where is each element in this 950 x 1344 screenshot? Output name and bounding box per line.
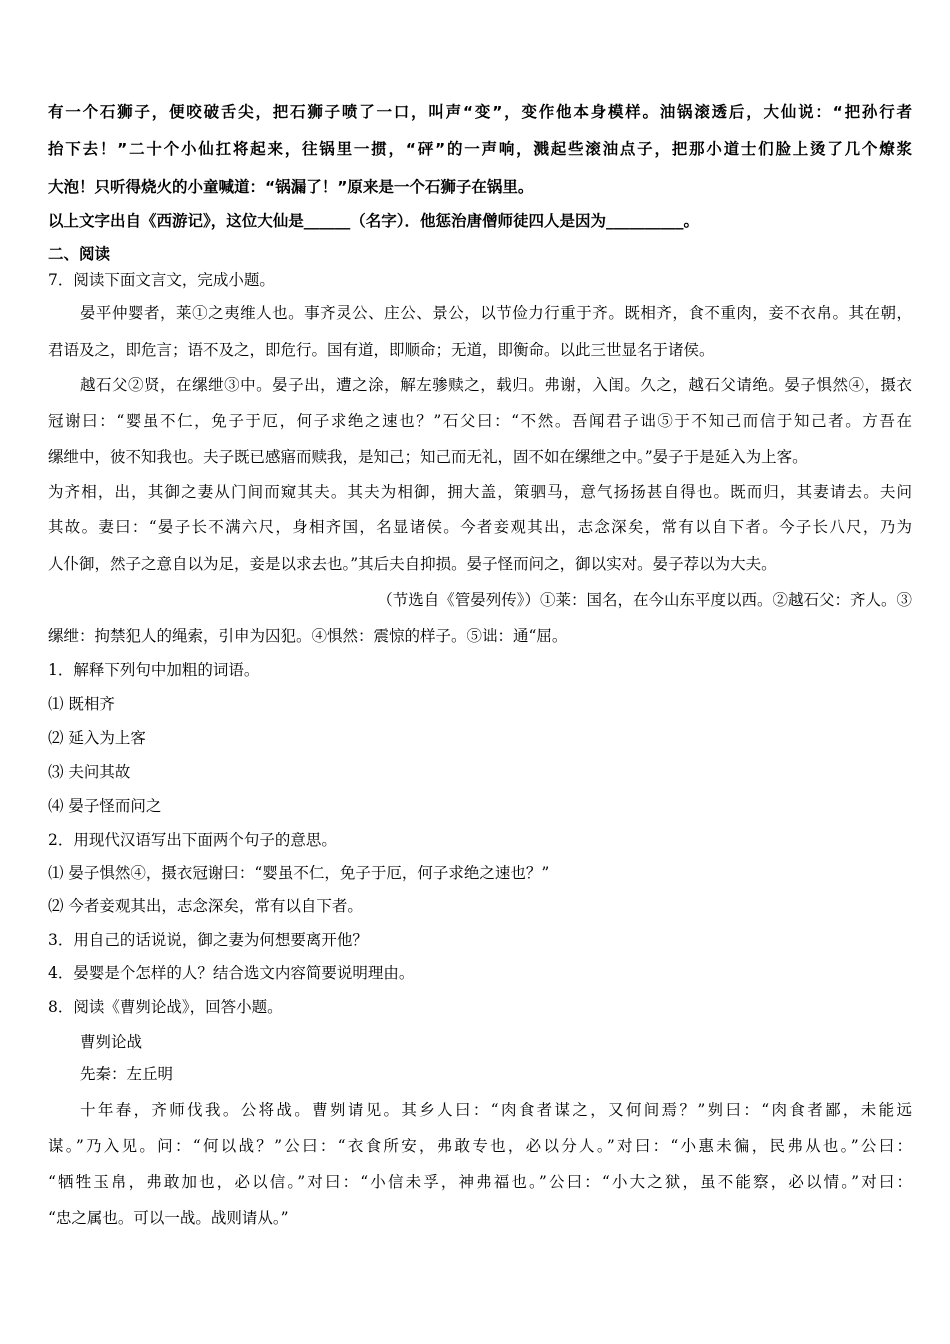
passage-line: 君语及之，即危言；语不及之，即危行。国有道，即顺命；无道，即衡命。以此三世显名于诸侯。 [48,341,715,359]
passage-line: “牺牲玉帛，弗敢加也，必以信。”对曰：“小信未孚，神弗福也。”公曰：“小大之狱，虽不能察，必以情。”对曰： [48,1173,912,1191]
question-item: 4．晏婴是个怎样的人？结合选文内容简要说明理由。 [48,964,415,982]
source-note: （节选自《管晏列传》）①莱：国名，在今山东平度以西。②越石父：齐人。③ [377,591,912,609]
source-note: 缧绁：拘禁犯人的绳索，引申为囚犯。④惧然：震惊的样子。⑤诎：通“屈。 [48,627,568,645]
section-title: 二、阅读 [48,245,111,263]
passage-line: 越石父②贤，在缧绁③中。晏子出，遭之涂，解左骖赎之，载归。弗谢，入闺。久之，越石父请绝。晏子惧然④，摄衣 [80,376,912,394]
intro-line: 大泡！只听得烧火的小童喊道：“锅漏了！”原来是一个石狮子在锅里。 [48,178,534,196]
question-item: ⑶ 夫问其故 [48,763,131,781]
intro-line: 抬下去！”二十个小仙扛将起来，往锅里一掼，“砰”的一声响，溅起些滚油点子，把那小道士们脸上烫了几个燎浆 [48,140,912,158]
passage-line: 人仆御，然子之意自以为足，妾是以求去也。”其后夫自抑损。晏子怪而问之，御以实对。晏子荐以为大夫。 [48,555,777,573]
question-item: ⑷ 晏子怪而问之 [48,797,162,815]
intro-line: 有一个石狮子，便咬破舌尖，把石狮子喷了一口，叫声“变”，变作他本身模样。油锅滚透后，大仙说：“把孙行者 [48,103,912,121]
question-7-prompt: 7．阅读下面文言文，完成小题。 [48,271,275,289]
passage-author: 先秦：左丘明 [80,1065,174,1083]
passage-line: 晏平仲婴者，莱①之夷维人也。事齐灵公、庄公、景公，以节俭力行重于齐。既相齐，食不重肉，妾不衣帛。其在朝， [80,304,912,322]
passage-line: 谋。”乃入见。问：“何以战？”公曰：“衣食所安，弗敢专也，必以分人。”对曰：“小惠未徧，民弗从也。”公曰： [48,1137,912,1155]
passage-line: 缧绁中，彼不知我也。夫子既已感寤而赎我，是知己；知己而无礼，固不如在缧绁之中。”晏子于是延入为上客。 [48,448,808,466]
question-item: 1．解释下列句中加粗的词语。 [48,661,260,679]
passage-line: “忠之属也。可以一战。战则请从。” [48,1209,289,1227]
passage-line: 十年春，齐师伐我。公将战。曹刿请见。其乡人曰：“肉食者谋之，又何间焉？”刿曰：“肉食者鄙，未能远 [80,1101,912,1119]
question-item: ⑵ 延入为上客 [48,729,146,747]
question-item: ⑴ 既相齐 [48,695,115,713]
question-item: ⑴ 晏子惧然④，摄衣冠谢曰：“婴虽不仁，免子于厄，何子求绝之速也？” [48,864,550,882]
fill-in-question: 以上文字出自《西游记》，这位大仙是______（名字）．他惩治唐僧师徒四人是因为__________。 [48,212,700,230]
passage-line: 其故。妻曰：“晏子长不满六尺，身相齐国，名显诸侯。今者妾观其出，志念深矣，常有以自下者。今子长八尺，乃为 [48,518,912,536]
question-item: 2．用现代汉语写出下面两个句子的意思。 [48,831,337,849]
passage-title: 曹刿论战 [80,1033,143,1051]
passage-line: 冠谢曰：“婴虽不仁，免子于厄，何子求绝之速也？”石父曰：“不然。吾闻君子诎⑤于不知己而信于知己者。方吾在 [48,412,912,430]
question-item: ⑵ 今者妾观其出，志念深矣，常有以自下者。 [48,897,363,915]
question-item: 3．用自己的话说说，御之妻为何想要离开他？ [48,931,368,949]
passage-line: 为齐相，出，其御之妻从门间而窥其夫。其夫为相御，拥大盖，策驷马，意气扬扬甚自得也。既而归，其妻请去。夫问 [48,483,912,501]
question-8-prompt: 8．阅读《曹刿论战》，回答小题。 [48,998,283,1016]
